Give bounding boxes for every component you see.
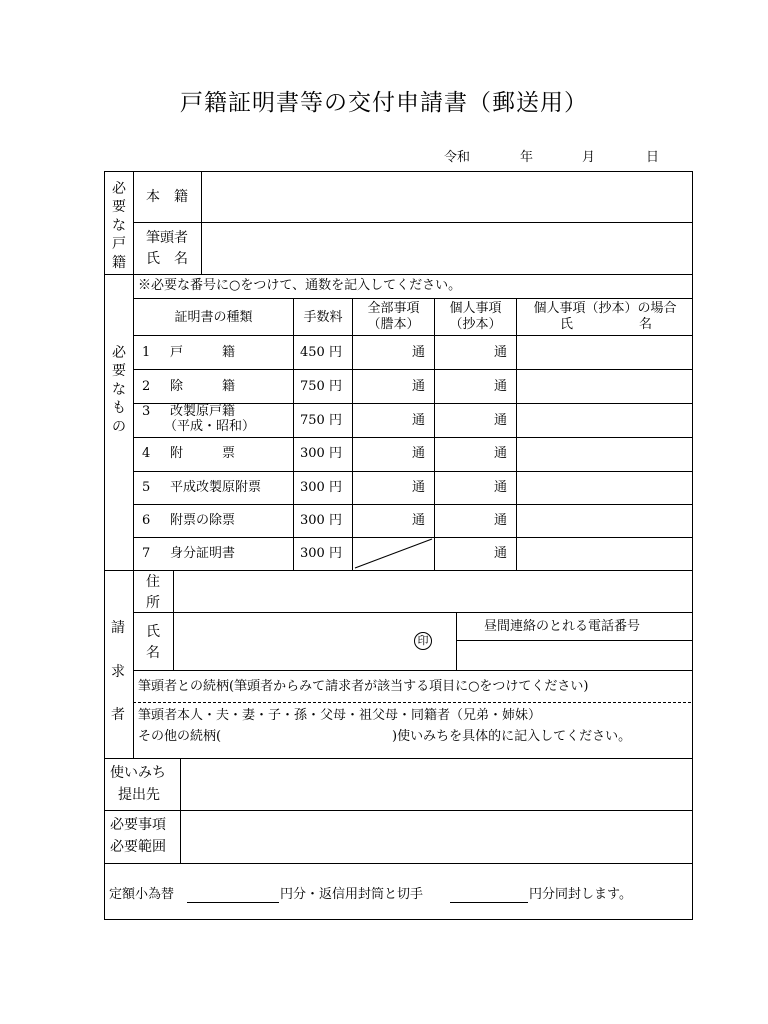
hittosha-label-1: 筆頭者 xyxy=(146,230,188,246)
row-7-partial-unit[interactable]: 通 xyxy=(494,546,508,561)
row-4-partial-unit[interactable]: 通 xyxy=(494,446,508,461)
name-field[interactable] xyxy=(176,615,406,668)
stamp-amount-field[interactable] xyxy=(450,884,528,902)
header-type: 証明書の種類 xyxy=(174,310,253,325)
row-1-no: 1 xyxy=(142,345,151,360)
row-1-fee: 450 円 xyxy=(300,345,342,360)
row-5-no: 5 xyxy=(142,480,151,495)
row-3-fee: 750 円 xyxy=(300,413,342,428)
date-month: 月 xyxy=(582,150,596,165)
requester-label-2: 求 xyxy=(111,664,125,680)
honseki-label: 本 籍 xyxy=(146,189,188,205)
phone-label: 昼間連絡のとれる電話番号 xyxy=(484,619,641,634)
relation-other-field[interactable] xyxy=(236,727,392,747)
row-4-full-unit[interactable]: 通 xyxy=(412,446,426,461)
footer-part3: 円分同封します。 xyxy=(529,887,632,902)
row-1-partial-unit[interactable]: 通 xyxy=(494,345,508,360)
instruction-note: ※必要な番号に○をつけて、通数を記入してください。 xyxy=(138,278,462,293)
footer-part1: 定額小為替 xyxy=(109,887,175,902)
row-1-name: 戸 籍 xyxy=(170,345,236,360)
relation-other-a: その他の続柄( xyxy=(138,729,222,744)
footer-part2: 円分・返信用封筒と切手 xyxy=(280,887,424,902)
row-4-no: 4 xyxy=(142,446,151,461)
header-full-1: 全部事項 xyxy=(367,301,420,316)
purpose-label-2: 提出先 xyxy=(118,787,160,803)
row-5-full-unit[interactable]: 通 xyxy=(412,480,426,495)
row-6-name: 附票の除票 xyxy=(170,513,236,528)
row-2-partial-unit[interactable]: 通 xyxy=(494,379,508,394)
row-3-name-sub: （平成・昭和） xyxy=(164,419,256,434)
row-5-partial-unit[interactable]: 通 xyxy=(494,480,508,495)
header-full-2: （謄本） xyxy=(367,317,420,332)
row-3-name: 改製原戸籍 xyxy=(170,404,236,419)
row-5-name: 平成改製原附票 xyxy=(170,480,262,495)
row-6-full-unit[interactable]: 通 xyxy=(412,513,426,528)
section-label-required-register: 必要な戸籍 xyxy=(112,181,126,271)
row-7-fee: 300 円 xyxy=(300,546,342,561)
scope-label-1: 必要事項 xyxy=(110,817,166,833)
address-label-1: 住 xyxy=(146,574,160,590)
address-label-2: 所 xyxy=(146,595,160,611)
header-partial-name-2b: 名 xyxy=(639,317,653,332)
scope-label-2: 必要範囲 xyxy=(110,839,166,855)
date-year: 年 xyxy=(520,150,534,165)
row-3-full-unit[interactable]: 通 xyxy=(412,413,426,428)
row-2-fee: 750 円 xyxy=(300,379,342,394)
date-day: 日 xyxy=(646,150,660,165)
header-partial-1: 個人事項 xyxy=(449,301,502,316)
seal-mark: 印 xyxy=(417,634,429,647)
row-3-partial-unit[interactable]: 通 xyxy=(494,413,508,428)
row-7-name: 身分証明書 xyxy=(170,546,236,561)
row-5-fee: 300 円 xyxy=(300,480,342,495)
name-label-1: 氏 xyxy=(146,624,160,640)
purpose-field[interactable] xyxy=(183,761,690,808)
row-6-partial-unit[interactable]: 通 xyxy=(494,513,508,528)
section-label-required-items: 必要なもの xyxy=(112,345,126,435)
row-4-name: 附 票 xyxy=(170,446,236,461)
name-label-2: 名 xyxy=(146,645,160,661)
row-6-fee: 300 円 xyxy=(300,513,342,528)
row-2-name: 除 籍 xyxy=(170,379,236,394)
date-era: 令和 xyxy=(444,150,471,165)
relation-other-b: )使いみちを具体的に記入してください。 xyxy=(392,729,632,744)
honseki-field[interactable] xyxy=(204,174,690,220)
header-partial-name-1: 個人事項（抄本）の場合 xyxy=(533,301,677,316)
row-3-no: 3 xyxy=(142,404,151,419)
requester-label-1: 請 xyxy=(111,620,125,636)
hittosha-field[interactable] xyxy=(204,225,690,272)
header-partial-name-2a: 氏 xyxy=(560,317,574,332)
phone-field[interactable] xyxy=(459,643,690,668)
header-fee: 手数料 xyxy=(303,310,343,325)
requester-label-3: 者 xyxy=(111,707,125,723)
row-4-fee: 300 円 xyxy=(300,446,342,461)
row-2-no: 2 xyxy=(142,379,151,394)
purpose-label-1: 使いみち xyxy=(110,765,166,781)
page-title: 戸籍証明書等の交付申請書（郵送用） xyxy=(180,90,588,116)
row-6-no: 6 xyxy=(142,513,151,528)
relation-options[interactable]: 筆頭者本人・夫・妻・子・孫・父母・祖父母・同籍者（兄弟・姉妹） xyxy=(138,708,542,723)
row-1-full-unit[interactable]: 通 xyxy=(412,345,426,360)
address-field[interactable] xyxy=(176,573,690,610)
header-partial-2: （抄本） xyxy=(449,317,502,332)
scope-field[interactable] xyxy=(183,813,690,861)
row-2-full-unit[interactable]: 通 xyxy=(412,379,426,394)
hittosha-label-2: 氏 名 xyxy=(146,251,188,267)
row-7-no: 7 xyxy=(142,546,151,561)
money-order-amount-field[interactable] xyxy=(187,884,279,902)
relation-label: 筆頭者との続柄(筆頭者からみて請求者が該当する項目に○をつけてください) xyxy=(138,679,589,694)
